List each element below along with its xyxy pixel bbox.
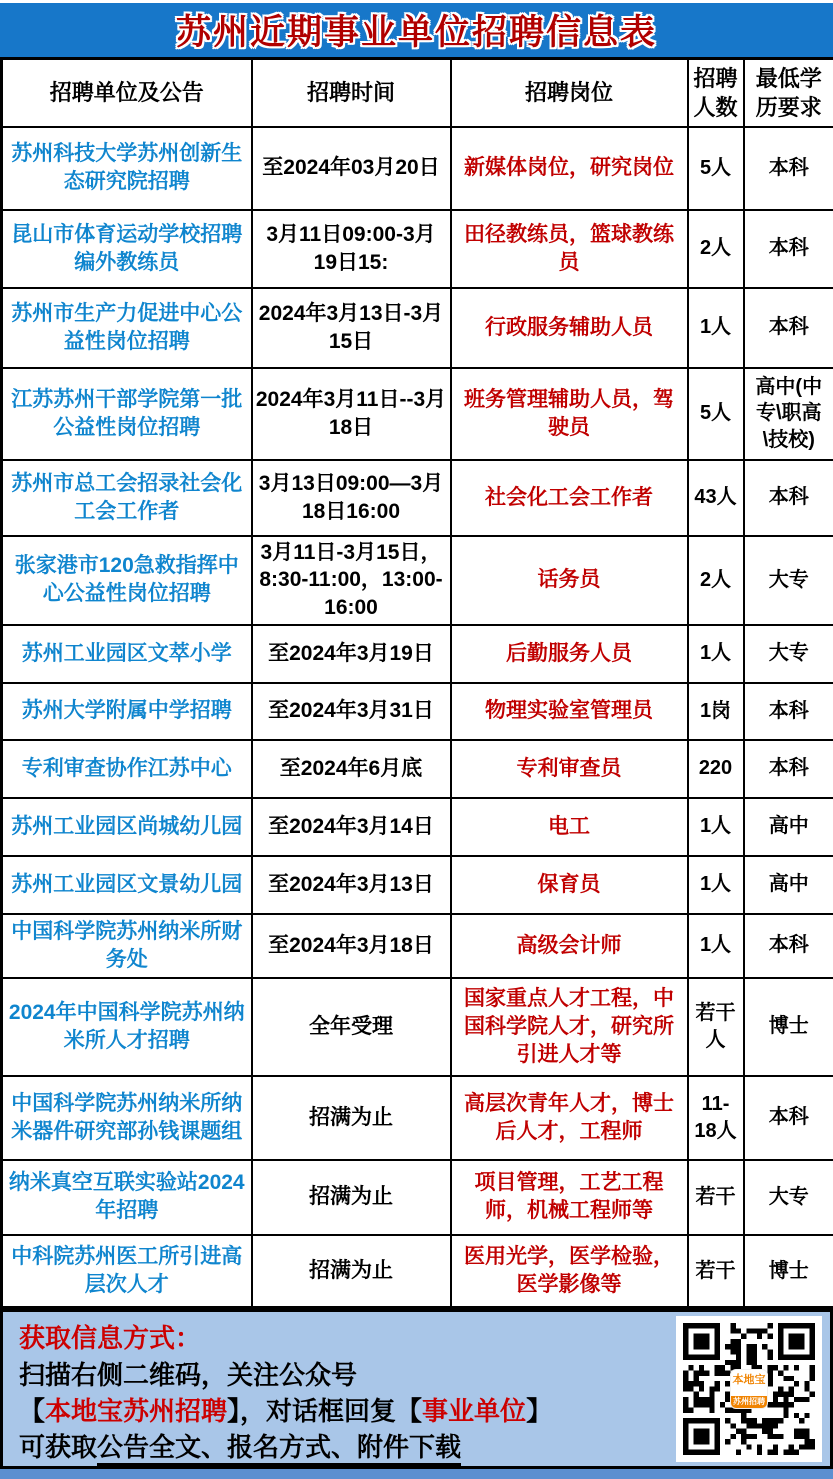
footer-benefit-line (19, 1429, 663, 1465)
education-cell: 本科 (744, 460, 833, 536)
unit-cell: 昆山市体育运动学校招聘编外教练员 (2, 210, 252, 288)
unit-cell: 苏州科技大学苏州创新生态研究院招聘 (2, 127, 252, 210)
position-cell: 话务员 (451, 536, 688, 625)
position-cell: 后勤服务人员 (451, 625, 688, 683)
table-row (2, 683, 833, 740)
education-cell: 本科 (744, 210, 833, 288)
table-row (2, 1076, 833, 1160)
table-row (2, 625, 833, 683)
position-cell: 班务管理辅助人员，驾驶员 (451, 368, 688, 460)
count-cell: 1岗 (688, 683, 744, 740)
unit-cell: 苏州工业园区文萃小学 (2, 625, 252, 683)
footer (0, 1309, 833, 1466)
table-row (2, 856, 833, 914)
unit-cell: 苏州工业园区文景幼儿园 (2, 856, 252, 914)
count-cell: 1人 (688, 288, 744, 368)
recruitment-table (0, 57, 833, 1309)
page-title: 苏州近期事业单位招聘信息表 (176, 5, 657, 55)
table-row (2, 914, 833, 978)
position-cell: 行政服务辅助人员 (451, 288, 688, 368)
education-cell: 大专 (744, 1160, 833, 1235)
unit-cell: 中国科学院苏州纳米所财务处 (2, 914, 252, 978)
bottom-blue-strip (0, 1466, 833, 1479)
position-cell: 医用光学，医学检验，医学影像等 (451, 1235, 688, 1308)
time-cell: 全年受理 (252, 978, 451, 1076)
count-cell: 1人 (688, 625, 744, 683)
count-cell: 1人 (688, 914, 744, 978)
time-cell: 3月11日09:00-3月19日15: (252, 210, 451, 288)
education-cell: 大专 (744, 625, 833, 683)
benefit-prefix: 可获取 (19, 1432, 97, 1462)
unit-cell: 张家港市120急救指挥中心公益性岗位招聘 (2, 536, 252, 625)
count-cell: 2人 (688, 536, 744, 625)
table-row (2, 1235, 833, 1308)
position-cell: 田径教练员，篮球教练员 (451, 210, 688, 288)
table-row (2, 460, 833, 536)
footer-instruction: 扫描右侧二维码，关注公众号 (19, 1357, 663, 1393)
footer-text (3, 1312, 663, 1466)
position-cell: 国家重点人才工程，中国科学院人才，研究所引进人才等 (451, 978, 688, 1076)
unit-cell: 中国科学院苏州纳米所纳米器件研究部孙钱课题组 (2, 1076, 252, 1160)
table-row (2, 798, 833, 856)
education-cell: 博士 (744, 1235, 833, 1308)
table-row (2, 740, 833, 798)
table-row (2, 536, 833, 625)
qr-logo-brand: 本地宝 (733, 1374, 766, 1386)
unit-cell: 江苏苏州干部学院第一批公益性岗位招聘 (2, 368, 252, 460)
time-cell: 招满为止 (252, 1160, 451, 1235)
education-cell: 本科 (744, 288, 833, 368)
time-cell: 至2024年03月20日 (252, 127, 451, 210)
education-cell: 本科 (744, 1076, 833, 1160)
time-cell: 至2024年6月底 (252, 740, 451, 798)
table-row (2, 978, 833, 1076)
header-count: 招聘人数 (688, 59, 744, 127)
qr-center-logo (730, 1369, 768, 1409)
unit-cell: 专利审查协作江苏中心 (2, 740, 252, 798)
time-cell: 2024年3月13日-3月15日 (252, 288, 451, 368)
position-cell: 保育员 (451, 856, 688, 914)
time-cell: 至2024年3月13日 (252, 856, 451, 914)
unit-cell: 中科院苏州医工所引进高层次人才 (2, 1235, 252, 1308)
education-cell: 本科 (744, 683, 833, 740)
reply-instruction: 】，对话框回复【 (227, 1396, 422, 1426)
official-account-name: 本地宝苏州招聘 (45, 1396, 227, 1426)
bracket-open: 【 (19, 1396, 45, 1426)
count-cell: 43人 (688, 460, 744, 536)
position-cell: 高级会计师 (451, 914, 688, 978)
count-cell: 2人 (688, 210, 744, 288)
education-cell: 高中 (744, 798, 833, 856)
count-cell: 5人 (688, 368, 744, 460)
position-cell: 高层次青年人才，博士后人才，工程师 (451, 1076, 688, 1160)
title-bar (0, 3, 833, 57)
position-cell: 新媒体岗位，研究岗位 (451, 127, 688, 210)
header-time: 招聘时间 (252, 59, 451, 127)
position-cell: 项目管理，工艺工程师，机械工程师等 (451, 1160, 688, 1235)
unit-cell: 苏州工业园区尚城幼儿园 (2, 798, 252, 856)
time-cell: 3月11日-3月15日，8:30-11:00，13:00-16:00 (252, 536, 451, 625)
education-cell: 本科 (744, 914, 833, 978)
education-cell: 本科 (744, 740, 833, 798)
count-cell: 1人 (688, 856, 744, 914)
position-cell: 物理实验室管理员 (451, 683, 688, 740)
unit-cell: 苏州大学附属中学招聘 (2, 683, 252, 740)
position-cell: 社会化工会工作者 (451, 460, 688, 536)
header-education: 最低学历要求 (744, 59, 833, 127)
footer-account-line (19, 1393, 663, 1429)
education-cell: 博士 (744, 978, 833, 1076)
unit-cell: 纳米真空互联实验站2024年招聘 (2, 1160, 252, 1235)
count-cell: 若干 (688, 1235, 744, 1308)
time-cell: 2024年3月11日--3月18日 (252, 368, 451, 460)
header-position: 招聘岗位 (451, 59, 688, 127)
count-cell: 11-18人 (688, 1076, 744, 1160)
count-cell: 1人 (688, 798, 744, 856)
bracket-close: 】 (526, 1396, 552, 1426)
education-cell: 高中(中专\职高\技校) (744, 368, 833, 460)
table-row (2, 288, 833, 368)
education-cell: 本科 (744, 127, 833, 210)
qr-code (683, 1323, 815, 1455)
count-cell: 若干人 (688, 978, 744, 1076)
time-cell: 招满为止 (252, 1235, 451, 1308)
education-cell: 大专 (744, 536, 833, 625)
position-cell: 电工 (451, 798, 688, 856)
qr-code-box (676, 1316, 822, 1462)
qr-logo-subtitle: 苏州招聘 (731, 1396, 767, 1408)
position-cell: 专利审查员 (451, 740, 688, 798)
header-row (2, 59, 833, 127)
reply-keyword: 事业单位 (422, 1396, 526, 1426)
time-cell: 至2024年3月14日 (252, 798, 451, 856)
footer-heading: 获取信息方式： (19, 1320, 663, 1356)
header-unit: 招聘单位及公告 (2, 59, 252, 127)
time-cell: 3月13日09:00—3月18日16:00 (252, 460, 451, 536)
unit-cell: 苏州市生产力促进中心公益性岗位招聘 (2, 288, 252, 368)
count-cell: 5人 (688, 127, 744, 210)
count-cell: 220 (688, 740, 744, 798)
time-cell: 至2024年3月19日 (252, 625, 451, 683)
time-cell: 招满为止 (252, 1076, 451, 1160)
table-row (2, 1160, 833, 1235)
table-row (2, 127, 833, 210)
table-row (2, 368, 833, 460)
unit-cell: 苏州市总工会招录社会化工会工作者 (2, 460, 252, 536)
table-row (2, 210, 833, 288)
time-cell: 至2024年3月31日 (252, 683, 451, 740)
time-cell: 至2024年3月18日 (252, 914, 451, 978)
unit-cell: 2024年中国科学院苏州纳米所人才招聘 (2, 978, 252, 1076)
education-cell: 高中 (744, 856, 833, 914)
benefit-items: 公告全文、报名方式、附件下载 (97, 1432, 461, 1466)
count-cell: 若干 (688, 1160, 744, 1235)
